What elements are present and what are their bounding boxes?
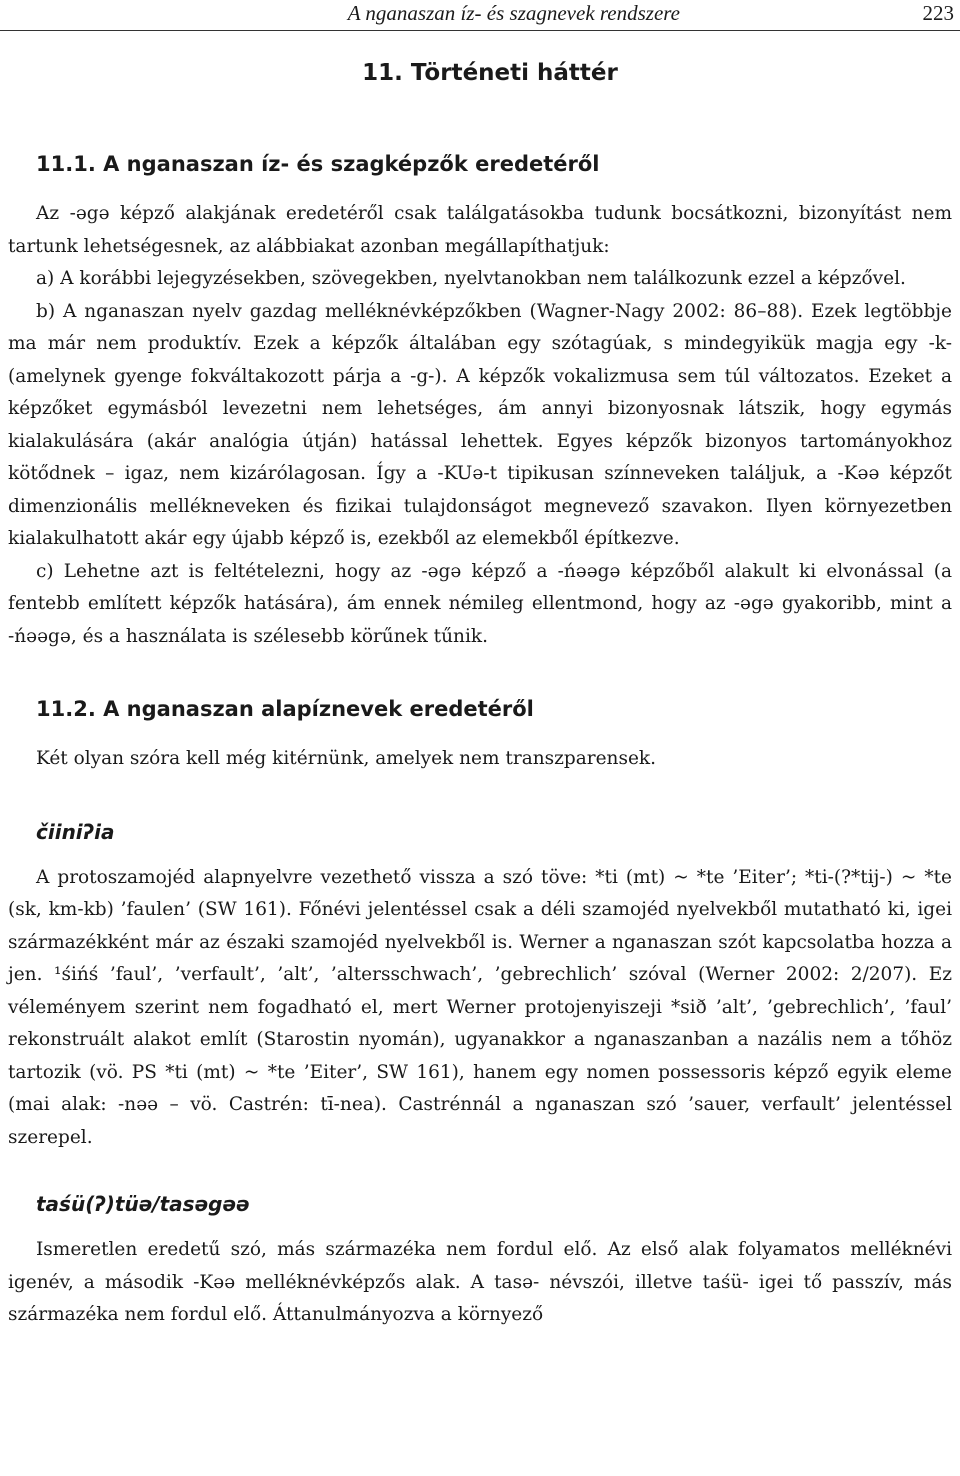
- headword-tasutue: taśü(ʔ)tüə/tasəgəə: [36, 1192, 250, 1216]
- running-head: [0, 0, 960, 31]
- paragraph-a: a) A korábbi lejegyzésekben, szövegekben, nyelvtanokban nem találkozunk ezzel a képzővel.: [36, 268, 906, 289]
- chapter-title: 11. Történeti háttér: [362, 60, 618, 86]
- headword-ciiniia: čiiniʔia: [36, 819, 115, 844]
- entry-ciiniia-body: [8, 862, 952, 1155]
- section-11-2: [0, 693, 960, 1332]
- running-head-title: A nganaszan íz- és szagnevek rendszere: [347, 1, 680, 25]
- page-content: [0, 55, 960, 1332]
- section-title-11-1: 11.1. A nganaszan íz- és szagképzők eredetéről: [36, 152, 600, 176]
- page-number: 223: [922, 1, 954, 25]
- paragraph-c: c) Lehetne azt is feltételezni, hogy az -əgə képző a -ńəəgə képzőből alakult ki elvonással (a fentebb említett képzők hatására), ám ennek némileg ellentmond, hogy az -əgə gyakoribb, mint a -ńəəgə, és a használata is szélesebb körűnek tűnik.: [8, 560, 952, 647]
- paragraph-intro: Az -əgə képző alakjának eredetéről csak találgatásokba tudunk bocsátkozni, bizonyítást nem tartunk lehetségesnek, az alábbiakat azonban megállapíthatjuk:: [8, 203, 952, 257]
- section-lead: Két olyan szóra kell még kitérnünk, amelyek nem transzparensek.: [36, 748, 656, 769]
- entry-ciiniia-text: A protoszamojéd alapnyelvre vezethető vissza a szó töve: *ti (mt) ~ *te ’Eiter’; *ti-(?*tij-) ~ *te (sk, km-kb) ’faulen’ (SW 161). Főnévi jelentéssel csak a déli szamojéd nyelvekből mutatható ki, igei származékként már az északi szamojéd nyelvekből is. Werner a nganaszan szót kapcsolatba hozza a jen. ¹śińś ’faul’, ’verfault’, ’alt’, ’altersschwach’, ’gebrechlich’ szóval (Werner 2002: 2/207). Ez véleményem szerint nem fogadható el, mert Werner protojenyiszeji *sið ’alt’, ’gebrechlich’, ’faul’ rekonstruált alakot említ (Starostin nyomán), ugyanakkor a nganaszanban a nazális nem a tőhöz tartozik (vö. PS *ti (mt) ~ *te ’Eiter’, SW 161), hanem egy nomen possessoris képző egyik eleme (mai alak: -nəə – vö. Castrén: tī-nea). Castrénnál a nganaszan szó ’sauer, verfault’ jelentéssel szerepel.: [8, 866, 952, 1148]
- section-11-1-body: [8, 198, 952, 653]
- entry-tasutue-text: Ismeretlen eredetű szó, más származéka nem fordul elő. Az első alak folyamatos melléknévi igenév, a második -Kəə melléknévképzős alak. A tasə- névszói, illetve taśü- igei tő passzív, más származéka nem fordul elő. Áttanulmányozva a környező: [8, 1239, 952, 1325]
- entry-tasutue-body: [8, 1234, 952, 1332]
- section-title-11-2: 11.2. A nganaszan alapíznevek eredetéről: [36, 697, 534, 721]
- paragraph-b: b) A nganaszan nyelv gazdag melléknévképzőkben (Wagner-Nagy 2002: 86–88). Ezek legtöbbje ma már nem produktív. Ezek a képzők általában egy szótagúak, s mindegyikük magja egy -k- (amelynek gyenge fokváltakozott párja a -g-). A képzők vokalizmusa sem túl változatos. Ezeket a képzőket egymásból levezetni nem lehetséges, ám annyi bizonyosnak látszik, hogy egymás kialakulására (akár analógia útján) hatással lehettek. Egyes képzők bizonyos tartományokhoz kötődnek – igaz, nem kizárólagosan. Így a -KUə-t tipikusan színneveken találjuk, a -Kəə képzőt dimenzionális mellékneveken és fizikai tulajdonságot megnevező szavakon. Ilyen környezetben kialakulhatott akár egy újabb képző is, ezekből az elemekből építkezve.: [8, 300, 952, 549]
